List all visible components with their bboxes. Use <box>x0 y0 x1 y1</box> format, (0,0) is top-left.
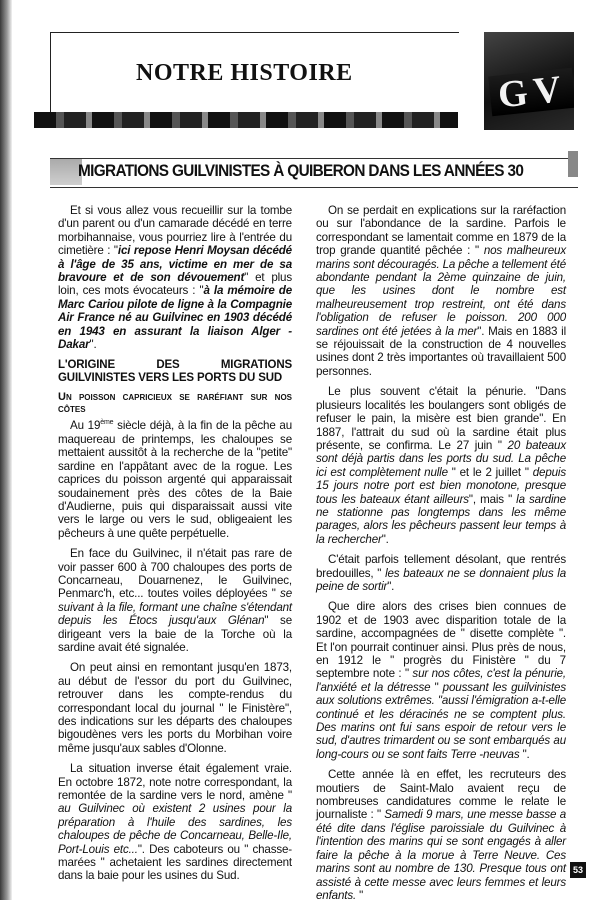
title-bar-right-shade <box>568 151 578 177</box>
binding-shadow <box>0 0 12 900</box>
paragraph: Et si vous allez vous recueillir sur la tombe d'un parent ou d'un camarade décédé en terre morbihannaise, vous pourriez lire à l'entrée du cimetière : "ici repose Henri Moysan décédé à l'âge de 35 ans, victime en mer de sa bravoure et de son dévouement" et plus loin, ces mots évocateurs : "à la mémoire de Marc Cariou pilote de ligne à la Compagnie Air France né au Guilvinec en 1903 décédé en 1943 en assurant la liaison Alger - Dakar". <box>58 204 292 352</box>
paragraph: Au 19ème siècle déjà, à la fin de la pêche au maquereau de printemps, les chaloupes se mettaient aussitôt à la recherche de la "petite" sardine en l'appâtant avec de la rogue. Les caprices du poisson argenté qui apparaissait soudainement près des côtes de la Baie d'Audierne, puis qui disparaissait aussi vite vers le large ou vers le sud, obligeaient les pêcheurs à une quête perpétuelle. <box>58 419 292 540</box>
section-heading: L'ORIGINE DES MIGRATIONS GUILVINISTES VERS LES PORTS DU SUD <box>58 359 292 385</box>
article-title: MIGRATIONS GUILVINISTES À QUIBERON DANS LES ANNÉES 30 <box>78 162 524 180</box>
left-column <box>58 204 292 890</box>
section-subheading: Un poisson capricieux se raréfiant sur nos côtes <box>58 391 292 416</box>
page-number: 53 <box>570 862 586 878</box>
paragraph: Le plus souvent c'était la pénurie. "Dans plusieurs localités les boulangers sont obligés de refuser le pain, la misère est bien grande". En 1887, l'attrait du sud où la sardine était plus présente, se confirma. Le 27 juin " 20 bateaux sont déjà partis dans les ports du sud. La pêche ici est complètement nulle " et le 2 juillet " depuis 15 jours notre port est bien monotone, presque tous les bateaux étant ailleurs", mais " la sardine ne stationne pas longtemps dans les même parages, alors les pêcheurs passent leur temps à la rechercher". <box>316 385 566 546</box>
paragraph: On se perdait en explications sur la raréfaction ou sur l'abondance de la sardine. Parfois le correspondant se lamentait comme en 1879 de la trop grande quantité pêchée : " nos malheureux marins sont découragés. La pêche a tellement été abondante pendant la 2ème quinzaine de juin, que les usines dont le nombre est malheureusement trop restreint, ont été dans l'obligation de refuser le poisson. 200 000 sardines ont été jetées à la mer". Mais en 1883 il se réjouissait de la construction de 4 nouvelles usines dont 2 très importantes où travaillaient 500 personnes. <box>316 204 566 378</box>
paragraph: Cette année là en effet, les recruteurs des moutiers de Saint-Malo avaient reçu de nombreuses candidatures comme le relate le journaliste : " Samedi 9 mars, une messe basse a été dite dans l'église paroissiale du Guilvinec à l'intention des marins qui se sont engagés à aller faire la pêche à la morue à Terre Neuve. Ces marins sont au nombre de 130. Presque tous ont assisté à cette messe avec leurs femmes et leurs enfants. " <box>316 768 566 902</box>
right-column <box>316 204 566 909</box>
paragraph: La situation inverse était également vraie. En octobre 1872, note notre correspondant, la remontée de la sardine vers le nord, amène " au Guilvinec où existent 2 usines pour la préparation à l'huile des sardines, les chaloupes de pêche de Concarneau, Belle-Ile, Port-Louis etc...". Des caboteurs ou " chasse-marées " achetaient les sardines directement dans la baie pour les usines du Sud. <box>58 762 292 883</box>
page-header-title: NOTRE HISTOIRE <box>136 60 353 86</box>
paragraph: En face du Guilvinec, il n'était pas rare de voir passer 600 à 700 chaloupes des ports de Concarneau, Douarnenez, le Guilvinec, Penmarc'h, etc... toutes voiles déployées " se suivant à la file, formant une chaîne s'étendant depuis les Étocs jusqu'aux Glénan" se dirigeant vers la baie de la Torche où la sardine avait été signalée. <box>58 547 292 654</box>
header-photo-strip <box>34 112 458 128</box>
gv-logo <box>484 32 574 130</box>
title-bar-underline <box>50 187 578 188</box>
paragraph: C'était parfois tellement désolant, que rentrés bredouilles, " les bateaux ne se donnaient plus la peine de sortir". <box>316 553 566 593</box>
logo-text: GV <box>495 67 570 117</box>
paragraph: Que dire alors des crises bien connues de 1902 et de 1903 avec disparition totale de la sardine, accompagnées de " disette complète ". Et l'on pourrait continuer ainsi. Plus près de nous, en 1912 le " progrès du Finistère " du 7 septembre note : " sur nos côtes, c'est la pénurie, l'anxiété et la détresse " poussant les guilvinistes aux solutions extrêmes. "aussi l'émigration a-t-elle continué et les déracinés ne se comptent plus. Des marins ont fui sans espoir de retour vers le sud, d'autres trimardent ou se sont embarqués au long-cours ou se sont faits Terre -neuvas ". <box>316 600 567 761</box>
paragraph: On peut ainsi en remontant jusqu'en 1873, au début de l'essor du port du Guilvinec, retrouver dans les compte-rendus du correspondant local du journal " le Finistère", des indications sur les départs des chaloupes bigoudènes vers les ports du Morbihan voire même jusqu'aux sables d'Olonne. <box>58 661 292 755</box>
